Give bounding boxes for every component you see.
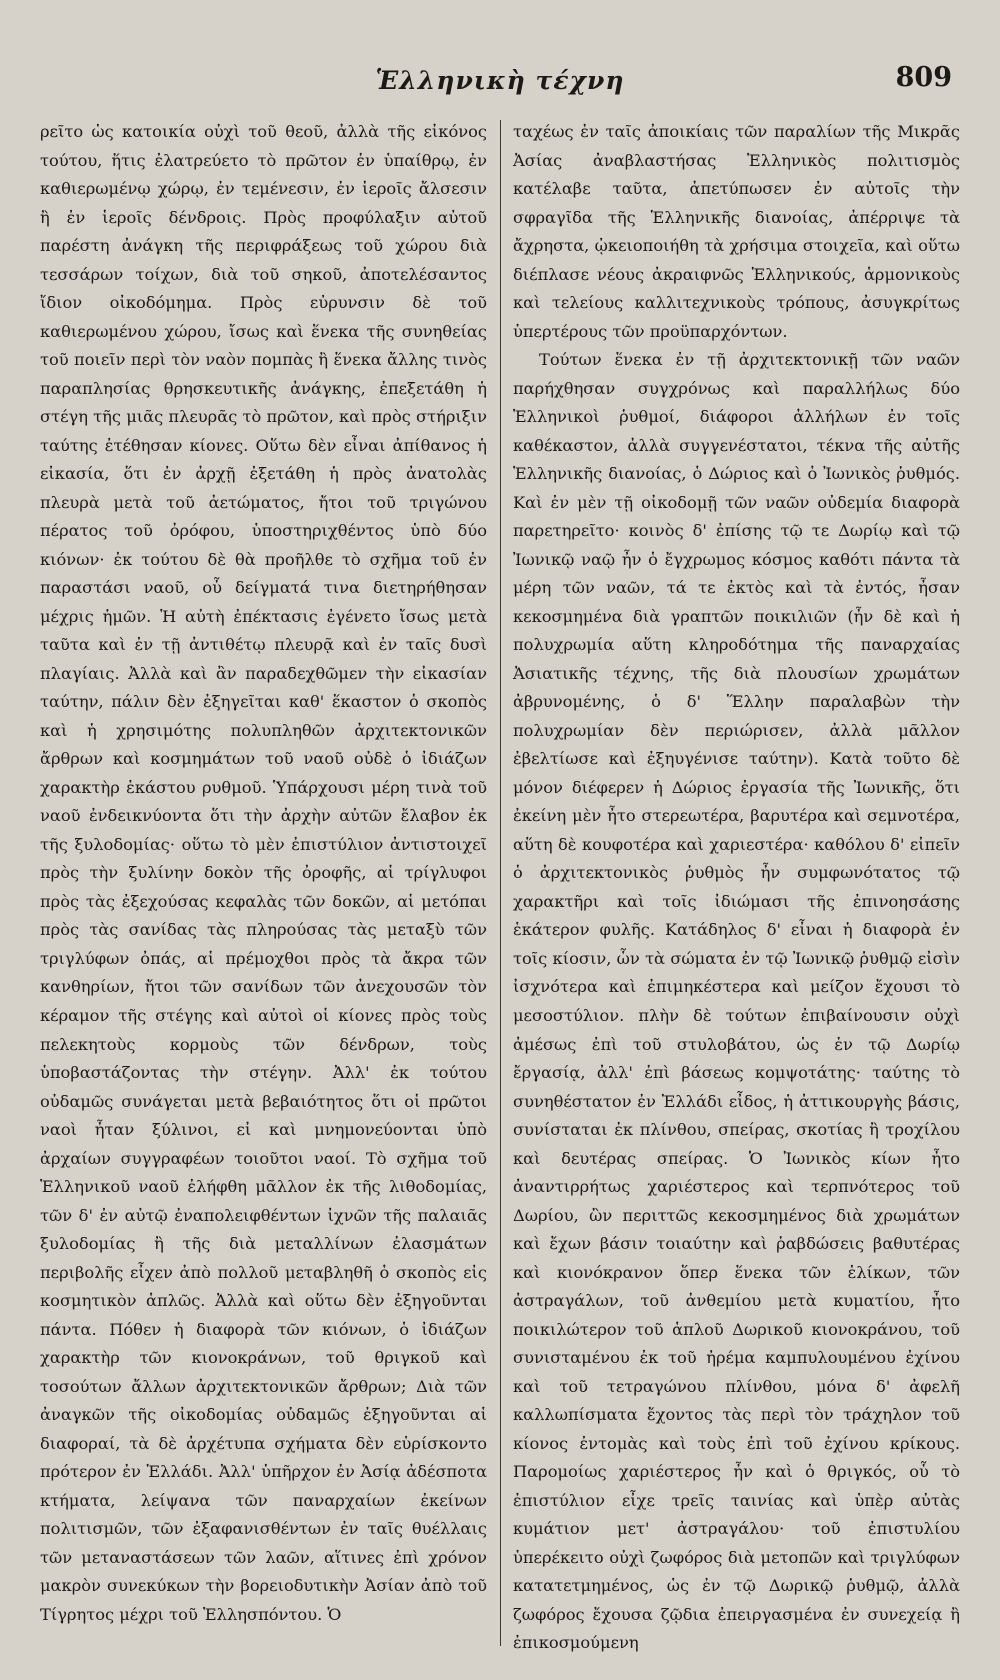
page-number: 809 [895,62,952,93]
text-columns [40,118,960,1658]
page-header [40,60,960,100]
right-paragraph-1: ταχέως ἐν ταῖς ἀποικίαις τῶν παραλίων τῆς Μικρᾶς Ἀσίας ἀναβλαστήσας Ἑλληνικὸς πολιτισμὸς κατέλαβε ταῦτα, ἀπετύπωσεν ἐν αὐτοῖς τὴν σφραγῖδα τῆς Ἑλληνικῆς διανοίας, ἀπέρριψε τὰ ἄχρηστα, ᾠκειοποιήθη τὰ χρήσιμα στοιχεῖα, καὶ οὕτω διέπλασε νέους ἀκραιφνῶς Ἑλληνικούς, ἁρμονικοὺς καὶ τελείους καλλιτεχνικοὺς τρόπους, ἀσυγκρίτως ὑπερτέρους τῶν προϋπαρχόντων. [513,122,960,341]
column-divider [500,120,501,1646]
right-paragraph-2: Τούτων ἕνεκα ἐν τῇ ἀρχιτεκτονικῇ τῶν ναῶν παρήχθησαν συγχρόνως καὶ παραλλήλως δύο Ἑλληνικοὶ ῥυθμοί, διάφοροι ἀλλήλων ἐν τοῖς καθέκαστον, ἀλλὰ συγγενέστατοι, τέκνα τῆς αὐτῆς Ἑλληνικῆς διανοίας, ὁ Δώριος καὶ ὁ Ἰωνικὸς ῥυθμός. Καὶ ἐν μὲν τῇ οἰκοδομῇ τῶν ναῶν οὐδεμία διαφορὰ παρετηρεῖτο· κοινὸς δ' ἐπίσης τῷ τε Δωρίῳ καὶ τῷ Ἰωνικῷ ναῷ ἦν ὁ ἔγχρωμος κόσμος καθότι πάντα τὰ μέρη τῶν ναῶν, τά τε ἐκτὸς καὶ τὰ ἐντός, ἦσαν κεκοσμημένα διὰ γραπτῶν ποικιλιῶν (ἦν δὲ καὶ ἡ πολυχρωμία αὕτη κληροδότημα τῆς παναρχαίας Ἀσιατικῆς τέχνης, τῆς διὰ πλουσίων χρωμάτων ἀβρυνομένης, ὁ δ' Ἕλλην παραλαβὼν τὴν πολυχρωμίαν δὲν περιώρισεν, ἀλλὰ μᾶλλον ἐβελτίωσε καὶ ἐξηυγένισε ταύτην). Κατὰ τοῦτο δὲ μόνον διέφερεν ἡ Δώριος ἐργασία τῆς Ἰωνικῆς, ὅτι ἐκείνη μὲν ἦτο στερεωτέρα, βαρυτέρα καὶ σεμνοτέρα, αὕτη δὲ κουφοτέρα καὶ χαριεστέρα· καθόλου δ' εἰπεῖν ὁ ἀρχιτεκτονικὸς ῥυθμὸς ἦν συμφωνότατος τῷ χαρακτῆρι καὶ τοῖς ἰδιώμασι τῆς ἐπινοησάσης ἑκάτερον φυλῆς. Κατάδηλος δ' εἶναι ἡ διαφορὰ ἐν τοῖς κίοσιν, ὧν τὰ σώματα ἐν τῷ Ἰωνικῷ ῥυθμῷ εἰσὶν ἰσχνότερα καὶ ἐπιμηκέστερα καὶ μείζον ἔχουσι τὸ μεσοστύλιον. πλὴν δὲ τούτων ἐπιβαίνουσιν οὐχὶ ἀμέσως ἐπὶ τοῦ στυλοβάτου, ὡς ἐν τῷ Δωρίῳ ἔργασίᾳ, ἀλλ' ἐπὶ βάσεως κομψοτάτης· ταύτης τὸ συνηθέστατον ἐν Ἑλλάδι εἶδος, ἡ ἀττικουργὴς βάσις, συνίσταται ἐκ πλίνθου, σπείρας, σκοτίας ἢ τροχίλου καὶ δευτέρας σπείρας. Ὁ Ἰωνικὸς κίων ἦτο ἀναντιρρήτως χαριέστερος καὶ τερπνότερος τοῦ Δωρίου, ὢν περιττῶς κεκοσμημένος διὰ χρωμάτων καὶ ἔχων βάσιν τοιαύτην καὶ ῥαβδώσεις βαθυτέρας καὶ κιονόκρανον ὅπερ ἕνεκα τῶν ἑλίκων, τῶν ἀστραγάλων, τοῦ ἀνθεμίου μετὰ κυματίου, ἦτο ποικιλώτερον τοῦ ἁπλοῦ Δωρικοῦ κιονοκράνου, τοῦ συνισταμένου ἐκ τοῦ ἠρέμα καμπυλουμένου ἐχίνου καὶ τοῦ τετραγώνου πλίνθου, μόνα δ' ἀφελῆ καλλωπίσματα ἔχοντος τὰς περὶ τὸν τράχηλον τοῦ κίονος ἐντομὰς καὶ τοὺς ἐπὶ τοῦ ἐχίνου κρίκους. Παρομοίως χαριέστερος ἦν καὶ ὁ θριγκός, οὗ τὸ ἐπιστύλιον εἶχε τρεῖς ταινίας καὶ ὑπὲρ αὐτὰς κυμάτιον μετ' ἀστραγάλου· τοῦ ἐπιστυλίου ὑπερέκειτο οὐχὶ ζωφόρος διὰ μετοπῶν καὶ τριγλύφων κατατετμημένος, ὡς ἐν τῷ Δωρικῷ ῥυθμῷ, ἀλλὰ ζωφόρος ἔχουσα ζῷδια ἐπειργασμένα ἐν συνεχείᾳ ἢ ἐπικοσμούμενη [513,350,960,1653]
running-head: Ἑλληνικὴ τέχνη [375,66,625,95]
left-column [40,118,487,1629]
right-column [513,118,960,1658]
left-paragraph-1: ρεῖτο ὡς κατοικία οὐχὶ τοῦ θεοῦ, ἀλλὰ τῆς εἰκόνος τούτου, ἥτις ἐλατρεύετο τὸ πρῶτον ἐν ὑπαίθρῳ, ἐν καθιερωμένῳ χώρῳ, ἐν τεμένεσιν, ἐν ἱεροῖς ἄλσεσιν ἢ ἐν ἱεροῖς δένδροις. Πρὸς προφύλαξιν αὐτοῦ παρέστη ἀνάγκη τῆς περιφράξεως τοῦ χώρου διὰ τεσσάρων τοίχων, διὰ τοῦ σηκοῦ, ἀποτελέσαντος ἴδιον οἰκοδόμημα. Πρὸς εὐρυνσιν δὲ τοῦ καθιερωμένου χώρου, ἴσως καὶ ἕνεκα τῆς συνηθείας τοῦ ποιεῖν περὶ τὸν ναὸν πομπὰς ἢ ἕνεκα ἄλλης τινὸς παραπλησίας θρησκευτικῆς ἀνάγκης, ἐπεξετάθη ἡ στέγη τῆς μιᾶς πλευρᾶς τὸ πρῶτον, καὶ πρὸς στήριξιν ταύτης ἐτέθησαν κίονες. Οὕτω δὲν εἶναι ἀπίθανος ἡ εἰκασία, ὅτι ἐν ἀρχῇ ἐξετάθη ἡ πρὸς ἀνατολὰς πλευρὰ μετὰ τοῦ ἀετώματος, ἤτοι τοῦ τριγώνου πέρατος τοῦ ὀρόφου, ὑποστηριχθέντος ὑπὸ δύο κιόνων· ἐκ τούτου δὲ θὰ προῆλθε τὸ σχῆμα τοῦ ἐν παραστάσι ναοῦ, οὗ δείγματά τινα διετηρήθησαν μέχρις ἡμῶν. Ἡ αὐτὴ ἐπέκτασις ἐγένετο ἴσως μετὰ ταῦτα καὶ ἐν τῇ ἀντιθέτῳ πλευρᾷ καὶ ἐν ταῖς δυσὶ πλαγίαις. Ἀλλὰ καὶ ἂν παραδεχθῶμεν τὴν εἰκασίαν ταύτην, πάλιν δὲν ἐξηγεῖται καθ' ἕκαστον ὁ σκοπὸς καὶ ἡ χρησιμότης πολυπληθῶν ἀρχιτεκτονικῶν ἄρθρων καὶ κοσμημάτων τοῦ ναοῦ οὐδὲ ὁ ἰδιάζων χαρακτὴρ ἑκάστου ρυθμοῦ. Ὑπάρχουσι μέρη τινὰ τοῦ ναοῦ ἐνδεικνύοντα ὅτι τὴν ἀρχὴν αὐτῶν ἔλαβον ἐκ τῆς ξυλοδομίας· οὕτω τὸ μὲν ἐπιστύλιον ἀντιστοιχεῖ πρὸς τὴν ξυλίνην δοκὸν τῆς ὀροφῆς, αἱ τρίγλυφοι πρὸς τὰς ἐξεχούσας κεφαλὰς τῶν δοκῶν, αἱ μετόπαι πρὸς τὰς σανίδας τὰς πληρούσας τὰς μεταξὺ τῶν τριγλύφων ὀπάς, αἱ πρέμοχθοι πρὸς τὰ ἄκρα τῶν κανθηρίων, ἤτοι τῶν σανίδων τῶν ἀνεχουσῶν τὸν κέραμον τῆς στέγης καὶ αὐτοὶ οἱ κίονες πρὸς τοὺς πελεκητοὺς κορμοὺς τῶν δένδρων, τοὺς ὑποβαστάζοντας τὴν στέγην. Ἀλλ' ἐκ τούτου οὐδαμῶς συνάγεται μετὰ βεβαιότητος ὅτι οἱ πρῶτοι ναοὶ ἦταν ξύλινοι, εἰ καὶ μνημονεύονται ὑπὸ ἀρχαίων συγγραφέων τοιοῦτοι ναοί. Τὸ σχῆμα τοῦ Ἑλληνικοῦ ναοῦ ἐλήφθη μᾶλλον ἐκ τῆς λιθοδομίας, τῶν δ' ἐν αὐτῷ ἐναπολειφθέντων ἰχνῶν τῆς παλαιᾶς ξυλοδομίας ἢ τῆς διὰ μεταλλίνων ἐλασμάτων περιβολῆς εἶχεν ἀπὸ πολλοῦ μεταβληθῆ ὁ σκοπὸς εἰς κοσμητικὸν ἁπλῶς. Ἀλλὰ καὶ οὕτω δὲν ἐξηγοῦνται πάντα. Πόθεν ἡ διαφορὰ τῶν κιόνων, ὁ ἰδιάζων χαρακτὴρ τῶν κιονοκράνων, τοῦ θριγκοῦ καὶ τοσούτων ἄλλων ἀρχιτεκτονικῶν ἄρθρων; Διὰ τῶν ἀναγκῶν τῆς οἰκοδομίας οὐδαμῶς ἐξηγοῦνται αἱ διαφοραί, τὰ δὲ ἀρχέτυπα σχήματα δὲν εὑρίσκοντο πρότερον ἐν Ἑλλάδι. Ἀλλ' ὑπῆρχον ἐν Ἀσίᾳ ἀδέσποτα κτήματα, λείψανα τῶν παναρχαίων ἐκείνων πολιτισμῶν, τῶν ἐξαφανισθέντων ἐν ταῖς θυέλλαις τῶν μεταναστάσεων τῶν λαῶν, αἵτινες ἐπὶ χρόνον μακρὸν συνεκύκων τὴν βορειοδυτικὴν Ἀσίαν ἀπὸ τοῦ Τίγρητος μέχρι τοῦ Ἑλλησπόντου. Ὁ [40,122,487,1624]
